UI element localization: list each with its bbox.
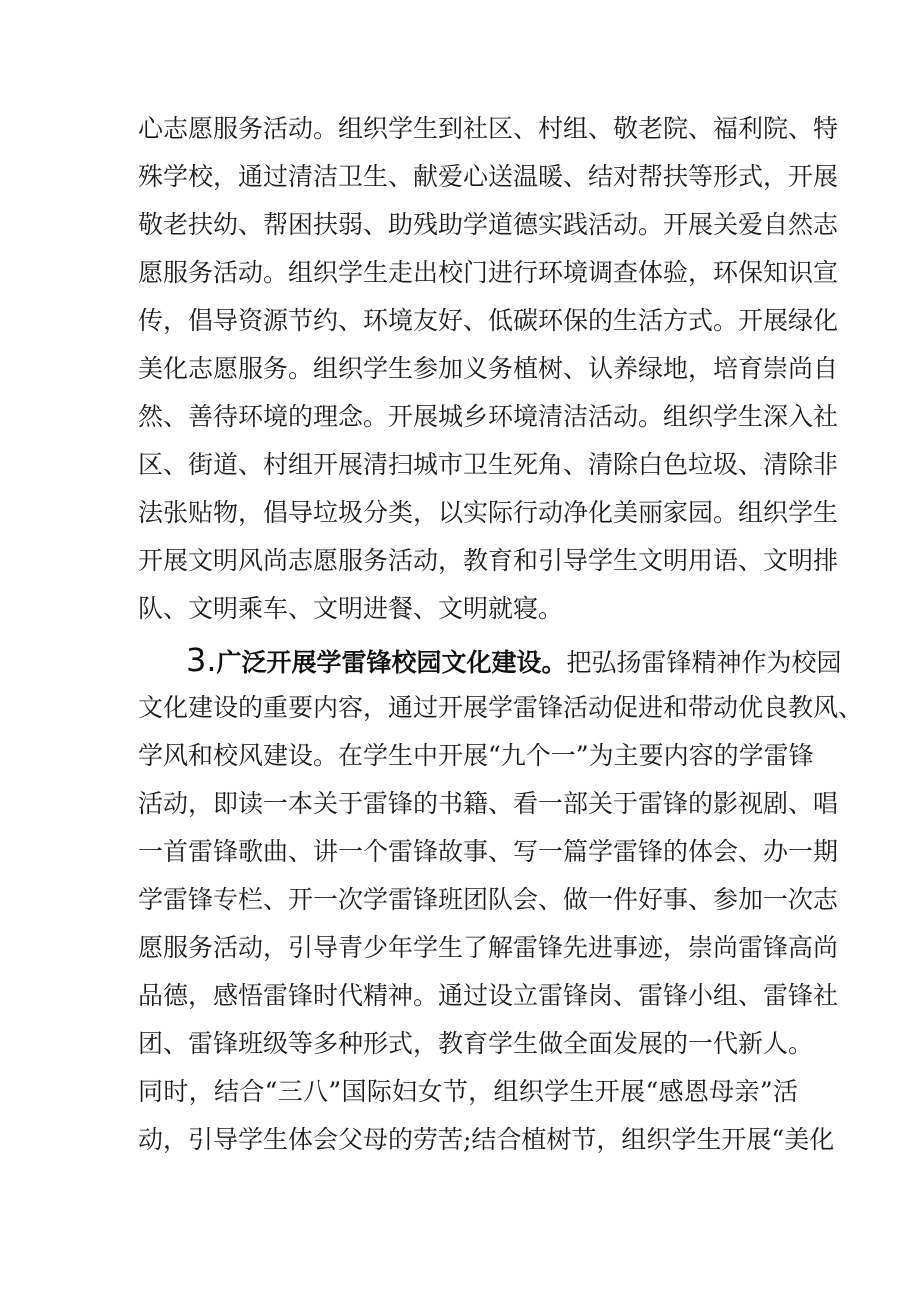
paragraph-line: 传，倡导资源节约、环境友好、低碳环保的生活方式。开展绿化	[138, 306, 839, 335]
paragraph-line: 品德，感悟雷锋时代精神。通过设立雷锋岗、雷锋小组、雷锋社	[138, 981, 839, 1010]
paragraph-line: 开展文明风尚志愿服务活动，教育和引导学生文明用语、文明排	[138, 546, 839, 575]
paragraph-line: 活动，即读一本关于雷锋的书籍、看一部关于雷锋的影视剧、唱	[138, 789, 839, 818]
paragraph-line: 法张贴物，倡导垃圾分类，以实际行动净化美丽家园。组织学生	[138, 498, 839, 527]
paragraph-line: 同时，结合“三八”国际妇女节，组织学生开展“感恩母亲”活	[138, 1077, 798, 1106]
paragraph-line: 殊学校，通过清洁卫生、献爱心送温暖、结对帮扶等形式，开展	[138, 162, 839, 191]
paragraph-line: 动，引导学生体会父母的劳苦;结合植树节，组织学生开展“美化	[138, 1125, 835, 1154]
paragraph-line: 团、雷锋班级等多种形式，教育学生做全面发展的一代新人。	[138, 1029, 814, 1058]
paragraph-line: 一首雷锋歌曲、讲一个雷锋故事、写一篇学雷锋的体会、办一期	[138, 837, 839, 866]
paragraph-line: 愿服务活动。组织学生走出校门进行环境调查体验，环保知识宣	[138, 258, 839, 287]
paragraph-line: 队、文明乘车、文明进餐、文明就寝。	[138, 594, 564, 623]
paragraph-line: 学风和校风建设。在学生中开展“九个一”为主要内容的学雷锋	[138, 741, 814, 770]
section-heading-rest: 把弘扬雷锋精神作为校园	[566, 648, 842, 677]
paragraph-line: 愿服务活动，引导青少年学生了解雷锋先进事迹，崇尚雷锋高尚	[138, 933, 839, 962]
paragraph-line: 学雷锋专栏、开一次学雷锋班团队会、做一件好事、参加一次志	[138, 885, 839, 914]
section-heading-line	[186, 638, 842, 682]
section-number: 3.	[186, 641, 217, 679]
section-heading: 广泛开展学雷锋校园文化建设。	[216, 648, 567, 677]
paragraph-line: 敬老扶幼、帮困扶弱、助残助学道德实践活动。开展关爱自然志	[138, 210, 839, 239]
paragraph-line: 美化志愿服务。组织学生参加义务植树、认养绿地，培育崇尚自	[138, 354, 839, 383]
paragraph-line: 然、善待环境的理念。开展城乡环境清洁活动。组织学生深入社	[138, 402, 839, 431]
paragraph-line: 文化建设的重要内容，通过开展学雷锋活动促进和带动优良教风、	[138, 693, 864, 722]
paragraph-line: 区、街道、村组开展清扫城市卫生死角、清除白色垃圾、清除非	[138, 450, 839, 479]
paragraph-line: 心志愿服务活动。组织学生到社区、村组、敬老院、福利院、特	[138, 114, 839, 143]
